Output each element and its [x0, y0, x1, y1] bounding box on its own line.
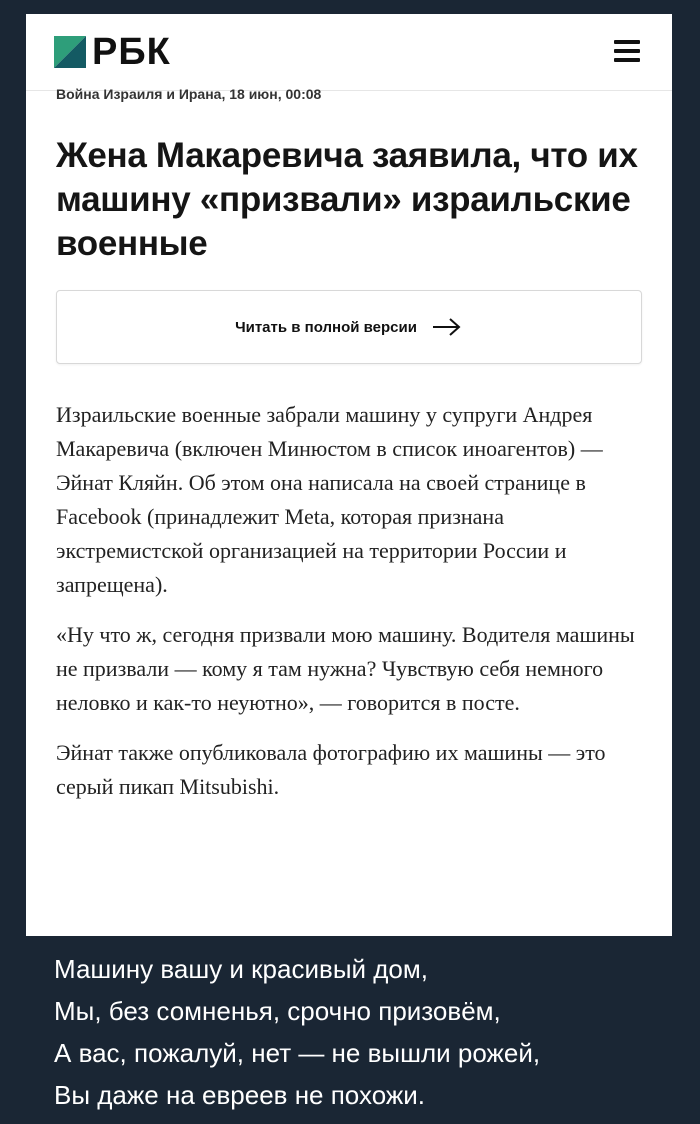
poem-line: А вас, пожалуй, нет — не вышли рожей,: [54, 1038, 541, 1068]
poem-caption: [54, 948, 684, 1116]
poem-line: Машину вашу и красивый дом,: [54, 954, 428, 984]
arrow-right-icon: [431, 317, 463, 337]
rbc-logo-mark-icon: [54, 36, 86, 68]
article-screenshot: [26, 14, 672, 936]
read-full-version-button[interactable]: [56, 290, 642, 364]
article-meta: Война Израиля и Ирана, 18 июн, 00:08: [56, 86, 322, 102]
site-header: [26, 14, 672, 91]
top-strip: [0, 0, 700, 14]
article-body: [56, 398, 642, 820]
article-paragraph: «Ну что ж, сегодня призвали мою машину. Водителя машины не призвали — кому я там нужна? Чувствую себя немного неловко и как-то неуютно», — говорится в посте.: [56, 622, 635, 715]
article-headline: Жена Макаревича заявила, что их машину «призвали» израильские военные: [56, 136, 638, 263]
read-full-label: Читать в полной версии: [235, 318, 417, 336]
article-paragraph: Израильские военные забрали машину у супруги Андрея Макаревича (включен Минюстом в список иноагентов) — Эйнат Кляйн. Об этом она написала на своей странице в Facebook (принадлежит Meta, которая признана экстремистской организацией на территории России и запрещена).: [56, 402, 603, 597]
article-paragraph: Эйнат также опубликовала фотографию их машины — это серый пикап Mitsubishi.: [56, 740, 606, 799]
poem-line: Мы, без сомненья, срочно призовём,: [54, 996, 501, 1026]
hamburger-menu-icon[interactable]: [614, 40, 640, 62]
logo-text: РБК: [92, 31, 171, 73]
poem-line: Вы даже на евреев не похожи.: [54, 1080, 425, 1110]
rbc-logo[interactable]: [54, 31, 171, 73]
